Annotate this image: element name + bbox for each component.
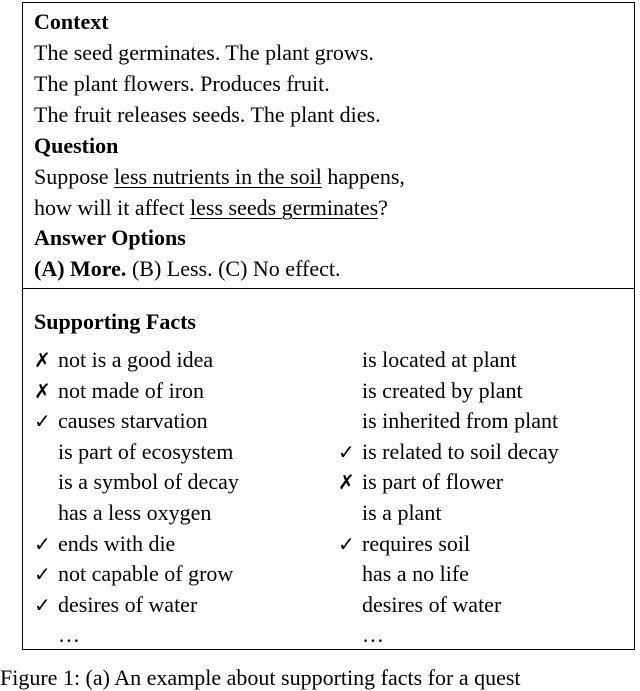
answer-options-line xyxy=(34,256,340,282)
question-line-2 xyxy=(34,195,388,221)
fact-left-7 xyxy=(34,561,233,587)
check-icon: ✓ xyxy=(34,592,51,617)
question-cause: less nutrients in the soil xyxy=(114,164,322,189)
fact-text: desires of water xyxy=(58,591,198,617)
context-heading: Context xyxy=(34,9,109,34)
figure-box xyxy=(22,2,635,650)
fact-right-8 xyxy=(338,592,501,618)
fact-text: is inherited from plant xyxy=(362,408,559,434)
question-section xyxy=(23,3,634,289)
fact-text: requires soil xyxy=(362,530,471,556)
fact-text: is related to soil decay xyxy=(362,438,559,464)
cross-icon: ✗ xyxy=(34,348,51,372)
fact-text: is part of ecosystem xyxy=(58,438,234,464)
question-line-2-suffix: ? xyxy=(378,195,388,220)
fact-left-5 xyxy=(34,500,211,526)
context-line-1: The seed germinates. The plant grows. xyxy=(34,40,374,65)
fact-text: not is a good idea xyxy=(58,347,214,372)
fact-text: not capable of grow xyxy=(58,561,234,587)
fact-text: is a plant xyxy=(362,500,442,525)
fact-right-0 xyxy=(338,347,517,373)
check-icon: ✓ xyxy=(34,531,51,556)
fact-text: is created by plant xyxy=(362,377,523,403)
question-effect: less seeds germinates xyxy=(190,195,379,220)
answer-options-heading: Answer Options xyxy=(34,225,186,250)
fact-left-3 xyxy=(34,439,233,465)
figure-caption: Figure 1: (a) An example about supporting facts for a quest xyxy=(0,665,521,690)
fact-right-1 xyxy=(338,378,523,404)
fact-text: causes starvation xyxy=(58,408,208,434)
question-line-2-prefix: how will it affect xyxy=(34,195,190,220)
fact-right-9 xyxy=(338,622,384,648)
fact-right-2 xyxy=(338,408,558,434)
question-line-1-suffix: happens, xyxy=(321,164,405,189)
fact-text: is located at plant xyxy=(362,347,517,372)
question-line-1-prefix: Suppose xyxy=(34,164,115,189)
fact-text: not made of iron xyxy=(58,377,205,403)
fact-left-8 xyxy=(34,592,197,618)
fact-text: desires of water xyxy=(362,591,502,617)
fact-left-6 xyxy=(34,531,175,557)
fact-text: has a no life xyxy=(362,561,469,587)
fact-left-2 xyxy=(34,408,208,434)
fact-text: has a less oxygen xyxy=(58,500,212,525)
cross-icon: ✗ xyxy=(338,470,355,495)
question-heading: Question xyxy=(34,133,119,158)
answer-options-rest: (B) Less. (C) No effect. xyxy=(126,256,341,281)
check-icon: ✓ xyxy=(338,439,355,464)
check-icon: ✓ xyxy=(34,562,51,587)
fact-text: ends with die xyxy=(58,530,176,556)
cross-icon: ✗ xyxy=(34,378,51,403)
fact-left-1 xyxy=(34,378,204,404)
context-line-2: The plant flowers. Produces fruit. xyxy=(34,71,330,96)
fact-right-7 xyxy=(338,561,469,587)
fact-left-4 xyxy=(34,469,239,495)
check-icon: ✓ xyxy=(34,409,51,434)
answer-option-a: (A) More. xyxy=(34,256,127,281)
fact-right-3 xyxy=(338,439,559,465)
supporting-facts-heading: Supporting Facts xyxy=(34,309,196,334)
fact-right-5 xyxy=(338,500,441,526)
context-line-3: The fruit releases seeds. The plant dies. xyxy=(34,102,381,127)
fact-left-0 xyxy=(34,347,213,373)
fact-right-4 xyxy=(338,469,503,495)
check-icon: ✓ xyxy=(338,531,355,556)
fact-text: is part of flower xyxy=(362,469,504,495)
fact-left-9 xyxy=(34,622,80,648)
fact-text: … xyxy=(362,622,384,648)
fact-text: … xyxy=(58,622,80,648)
question-line-1 xyxy=(34,164,405,190)
fact-right-6 xyxy=(338,531,470,557)
fact-text: is a symbol of decay xyxy=(58,469,239,495)
